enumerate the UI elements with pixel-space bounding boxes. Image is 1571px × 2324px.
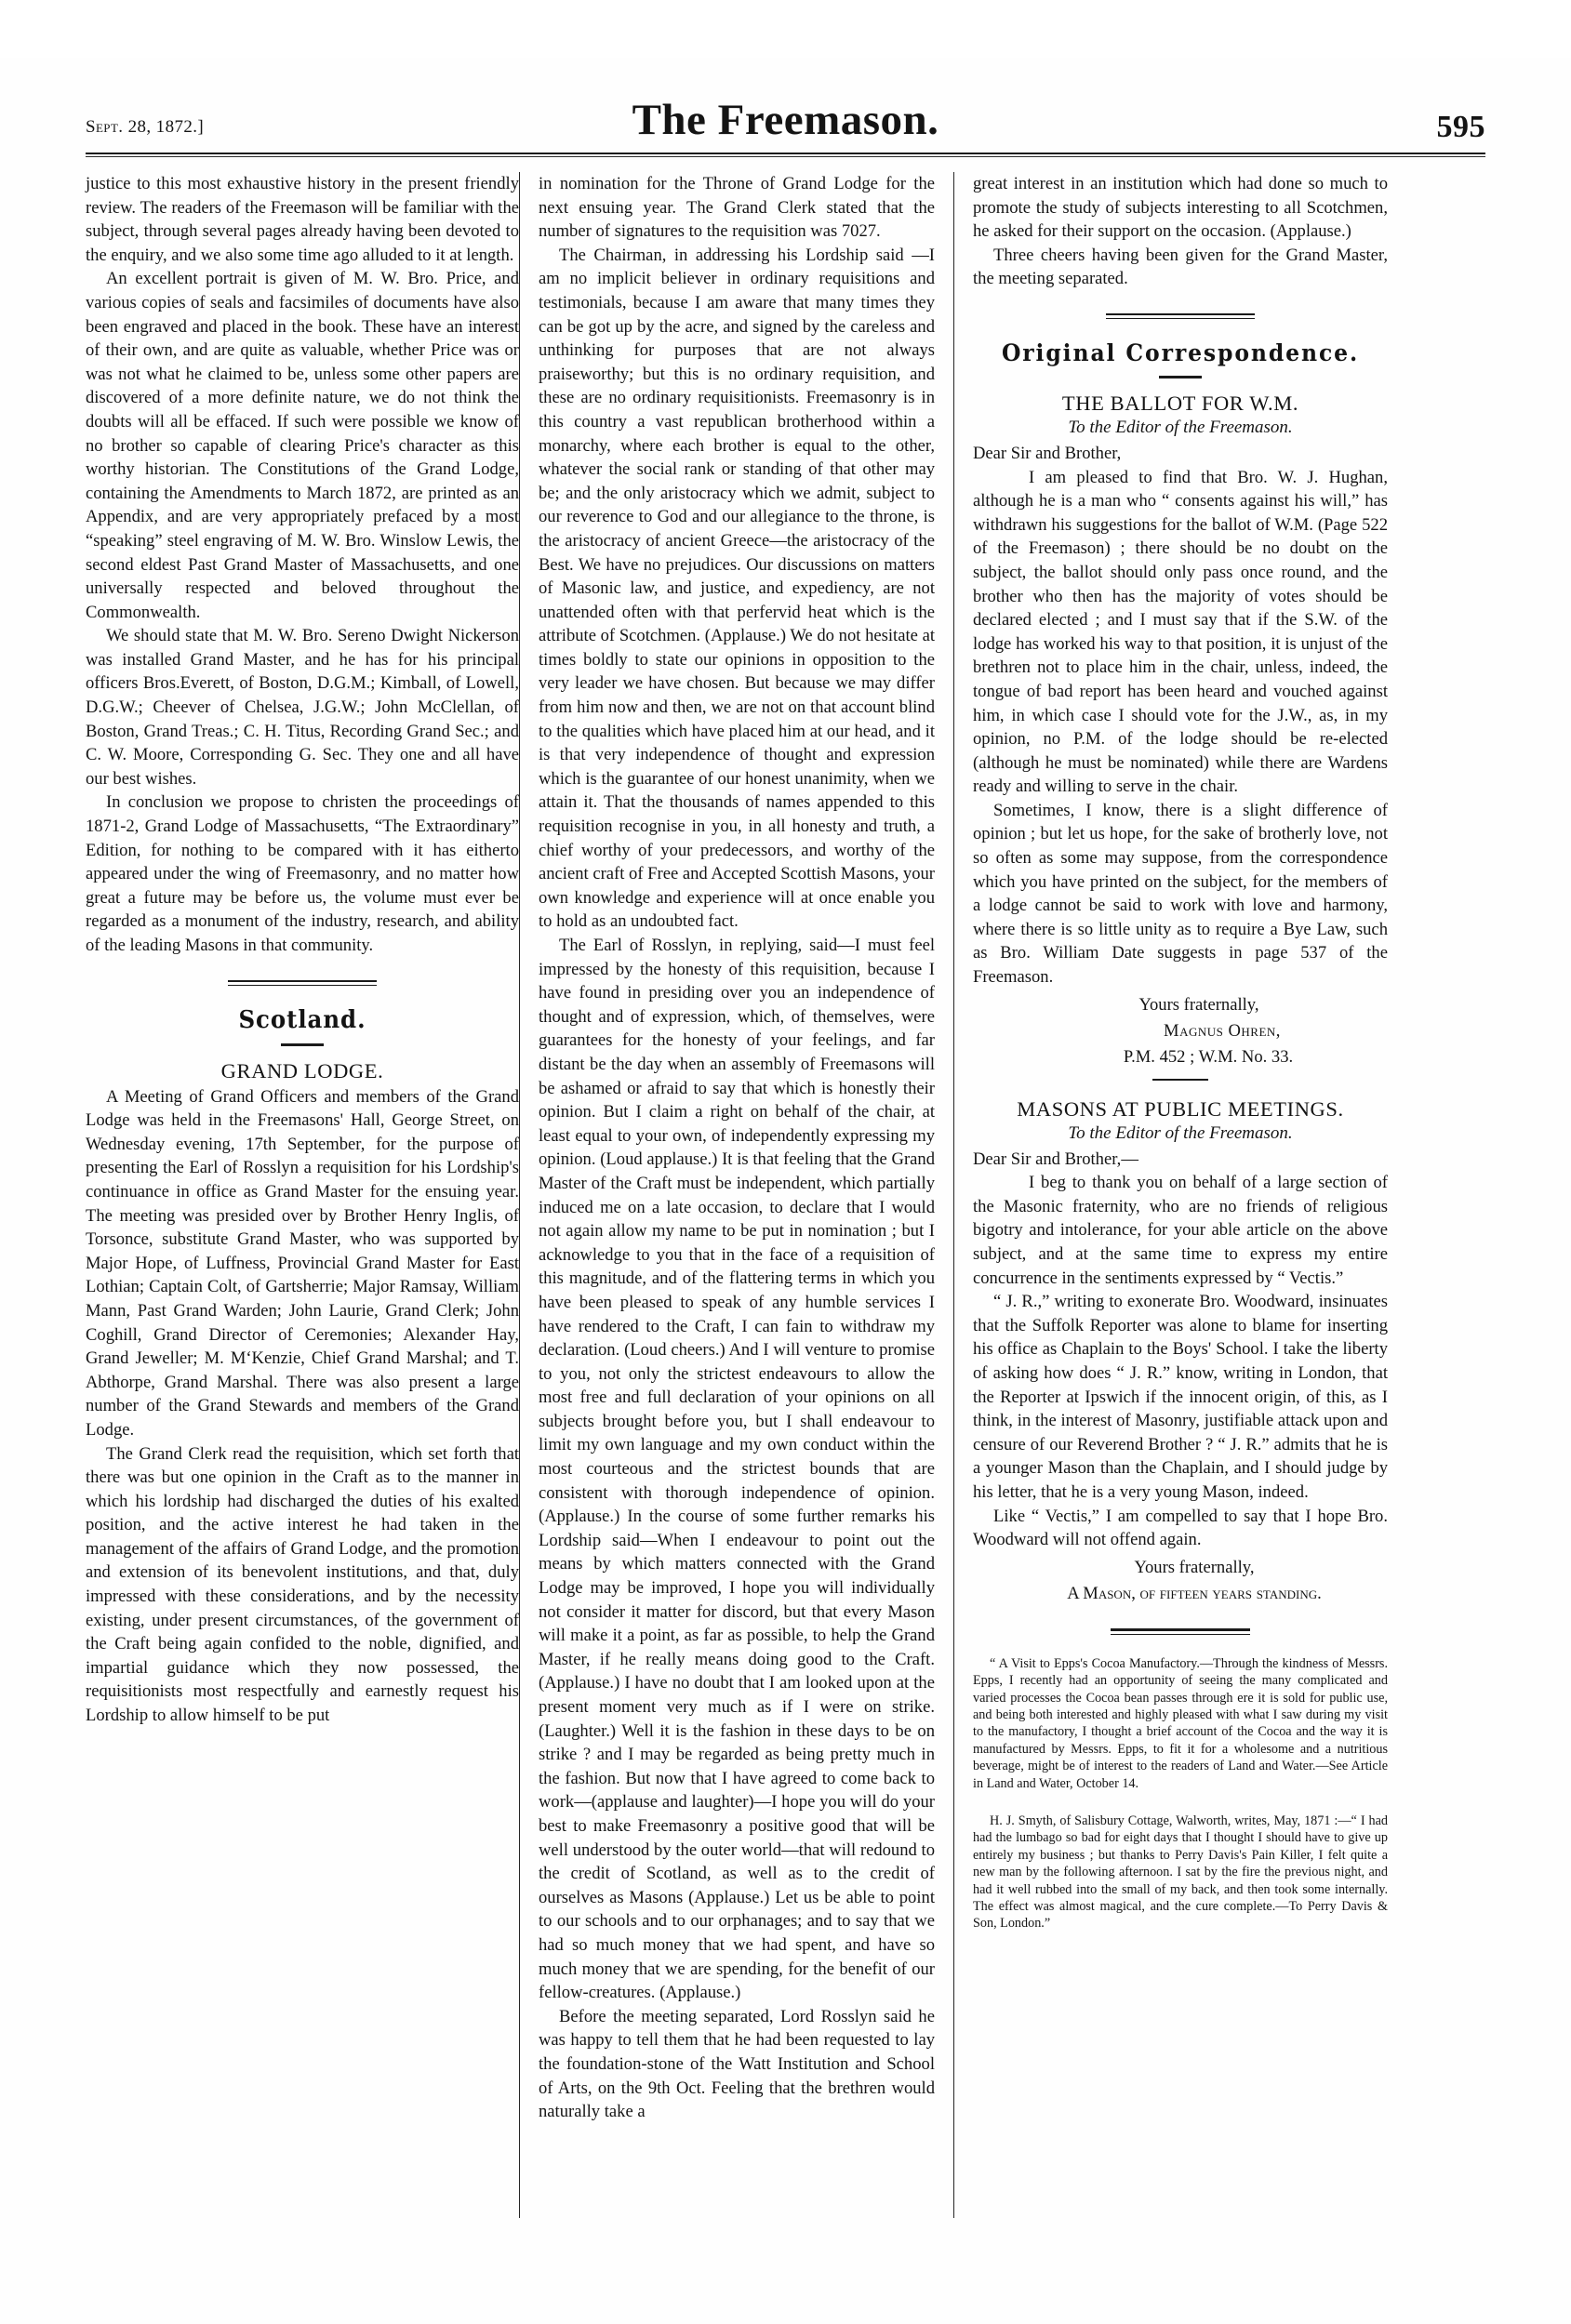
letter-addressee: To the Editor of the Freemason. [1068, 417, 1293, 437]
section-divider-rule [228, 980, 377, 986]
paragraph: “ J. R.,” writing to exonerate Bro. Woodward, insinuates that the Suffolk Reporter was alone to blame for inserting his office as Chaplain to the Boys' School. I take the liberty of asking how does “ J. R.” know, writing in London, that the Reporter at Ipswich if the innocent origin, of this, as I think, in the interest of Masonry, justifiable attack upon and censure of our Reverend Brother ? “ J. R.” admits that he is a younger Mason than the Chaplain, and I should judge by his letter, that he is a very young Mason, indeed. [973, 1292, 1388, 1502]
paragraph: I beg to thank you on behalf of a large section of the Masonic fraternity, who are no friends of religious bigotry and intolerance, for your able article on the above subject, and at the same time to express my entire concurrence in the sentiments expressed by “ Vectis.” [973, 1173, 1388, 1288]
section-divider-rule [1106, 313, 1255, 319]
paragraph: Three cheers having been given for the Grand Master, the meeting separated. [973, 245, 1388, 289]
paragraph: In conclusion we propose to christen the proceedings of 1871-2, Grand Lodge of Massachusetts, “The Extraordinary” Edition, for nothing to be compared with it has eitherto appeared under the wing of Freemasonry, and no matter how great a future may be before us, the volume must ever be regarded as a monument of the industry, research, and ability of the leading Masons in that community. [86, 792, 519, 955]
column-two [520, 172, 953, 2218]
masthead [86, 58, 1485, 147]
letter-signoff-line: Yours fraternally, [1138, 994, 1259, 1015]
letter-signature-name: Magnus Ohren, [1164, 1020, 1281, 1041]
paragraph: A Meeting of Grand Officers and members of the Grand Lodge was held in the Freemasons' Hall, George Street, on Wednesday evening, 17th September, for the purpose of presenting the Earl of Rosslyn a requisition for his Lordship's continuance in office as Grand Master for the ensuing year. The meeting was presided over by Brother Henry Inglis, of Torsonce, substitute Grand Master, who was supported by Major Hope, of Luffness, Provincial Grand Master for East Lothian; Captain Colt, of Gartsherrie; Major Ramsay, William Mann, Past Grand Warden; John Laurie, Grand Clerk; John Coghill, Grand Director of Ceremonies; Alexander Hay, Grand Jeweller; M. M‘Kenzie, Chief Grand Marshal; and T. Abthorpe, Grand Marshal. There was also present a large number of the Grand Stewards and members of the Grand Lodge. [86, 1086, 519, 1440]
letter-salutation: Dear Sir and Brother, [973, 443, 1122, 463]
paragraph: in nomination for the Throne of Grand Lodge for the next ensuing year. The Grand Clerk stated that the number of signatures to the requisition was 7027. [539, 174, 935, 242]
paragraph: Like “ Vectis,” I am compelled to say that I hope Bro. Woodward will not offend again. [973, 1506, 1388, 1550]
heading-underline-rule [281, 1043, 324, 1046]
letter-title-public-meetings: MASONS AT PUBLIC MEETINGS. [1017, 1096, 1344, 1121]
paragraph: Sometimes, I know, there is a slight difference of opinion ; but let us hope, for the sake of brotherly love, not so often as some may suppose, from the correspondence which you have printed on the subject, for the members of a lodge cannot be said to work with love and harmony, where there is so little unity as to require a Bye Law, such as Bro. William Date suggests in page 537 of the Freemason. [973, 800, 1388, 988]
paragraph: The Grand Clerk read the requisition, which set forth that there was but one opinion in the Craft as to the manner in which his lordship had discharged the duties of his exalted position, and the active interest he had taken in the management of the affairs of Grand Lodge, and the promotion and extension of its benevolent institutions, and that, duly impressed with these considerations, and by the necessity existing, under present circumstances, of the government of the Craft being again confided to the noble, dignified, and impartial guidance which they now possessed, the requisitionists most respectfully and earnestly request his Lordship to allow himself to be put [86, 1443, 519, 1726]
subheading-grand-lodge: GRAND LODGE. [220, 1058, 384, 1082]
paragraph: The Earl of Rosslyn, in replying, said—I must feel impressed by the honesty of this requisition, because I have found in presiding over you an independence of thought and of expression, which, of themselves, were guarantees for the honesty of your feelings, and far distant be the day when an assembly of Freemasons will be ashamed or afraid to say that which is honestly their opinion. But I claim a right on behalf of the chair, at least equal to your own, of independently expressing my opinion. (Loud applause.) It is that feeling that the Grand Master of the Craft must be independent, which partially induced me on a late occasion, to declare that I would not again allow my name to be put in nomination ; but I acknowledge to you that in the face of a requisition of this magnitude, and of the flattering terms in which you have been pleased to speak of any humble services I have rendered to the Craft, I can fain to withdraw my declaration. (Loud cheers.) And I will venture to promise to you, not only the strictest endeavours to allow the most free and full declaration of your opinions on all subjects brought before you, but I shall endeavour to limit my own language and my own conduct within the most courteous and the strictest bounds that are consistent with thorough independence of opinion. (Applause.) In the course of some further remarks his Lordship said—When I endeavour to point out the means by which matters connected with the Grand Lodge may be improved, I hope you will individually not consider it matter for discord, but that every Mason will make it a point, as far as possible, to help the Grand Master, if he really means doing good to the Craft. (Applause.) I have no doubt that I am looked upon at the present moment very much as if I were on strike. (Laughter.) Well it is the fashion in these days to be on strike ? and I may be regarded as being pretty much in the fashion. But now that I have agreed to come back to work—(applause and laughter)—I hope you will do your best to make Freemasonry a positive good that will be well understood by the outer world—that will redound to the credit of Scotland, as well as to the credit of ourselves as Masons (Applause.) Let us be able to point to our schools and to our orphanages; and to say that we had so much money that we had spent, and have so much money that we are spending, for the benefit of our fellow-creatures. (Applause.) [539, 936, 935, 2003]
column-three [954, 172, 1388, 2218]
letter-signature-rank: P.M. 452 ; W.M. No. 33. [1123, 1046, 1294, 1067]
paragraph: Before the meeting separated, Lord Rosslyn said he was happy to tell them that he had been requested to lay the foundation-stone of the Watt Institution and School of Arts, on the 9th Oct. Feeling that the brethren would naturally take a [539, 2006, 935, 2122]
page-number: 595 [1436, 110, 1485, 144]
paragraph: The Chairman, in addressing his Lordship said —I am no implicit believer in ordinary requisitions and testimonials, because I am aware that many times they can be got up by the acre, and signed by the careless and unthinking for purposes that are not always praiseworthy; but this is no ordinary requisition, and these are no ordinary requisitionists. Freemasonry is in this country a vast republican brotherhood within a monarchy, where each brother is equal to the other, whatever the social rank or standing of that other may be; and the only aristocracy which we admit, subject to our reverence to God and our allegiance to the throne, is the aristocracy of ancient Greece—the aristocracy of the Best. We have no prejudices. Our discussions on matters of Masonic law, and justice, and expediency, are not unattended often with that perfervid heat which is the attribute of Scotchmen. (Applause.) We do not hesitate at times boldly to state our opinions in opposition to the very leader we have chosen. But because we may differ from him now and then, we are not on that account blind to the qualities which have placed him at our head, and it is that very independence of thought and expression which is the guarantee of our honest unanimity, when we attain it. That the thousands of names appended to this requisition recognise in you, in all honesty and truth, a chief worthy of your predecessors, and worthy of the ancient craft of Free and Accepted Scottish Masons, your own knowledge and experience will at once enable you to hold as an undoubted fact. [539, 245, 935, 932]
heading-underline-rule [1159, 376, 1202, 378]
paragraph: An excellent portrait is given of M. W. Bro. Price, and various copies of seals and facsimiles of documents have also been engraved and placed in the book. These have an interest of their own, and are quite as valuable, whether Price was or was not what he claimed to be, unless some other papers are discovered of a more definite nature, we do not think the doubts will all be effaced. If such were possible we know of no brother so capable of clearing Price's character as this worthy historian. The Constitutions of the Grand Lodge, containing the Amendments to March 1872, are printed as an Appendix, and are very appropriately prefaced by a most “speaking” steel engraving of M. W. Bro. Winslow Lewis, the second eldest Past Grand Master of Massachusetts, and one universally respected and beloved throughout the Commonwealth. [86, 269, 519, 622]
masthead-rule [86, 153, 1485, 157]
paragraph: great interest in an institution which had done so much to promote the study of subjects interesting to all Scotchmen, he asked for their support on the occasion. (Applause.) [973, 174, 1388, 242]
letter-salutation: Dear Sir and Brother,— [973, 1149, 1138, 1169]
letter-divider-rule [1152, 1079, 1208, 1081]
section-heading-original-correspondence: Original Correspondence. [1001, 339, 1360, 366]
column-one [86, 172, 519, 2218]
issue-date: Sept. 28, 1872.] [86, 117, 205, 137]
letter-signature-name: A Mason, of fifteen years standing. [1067, 1583, 1322, 1603]
letter-addressee: To the Editor of the Freemason. [1068, 1122, 1293, 1143]
paragraph: I am pleased to find that Bro. W. J. Hughan, although he is a man who “ consents against his will,” has withdrawn his suggestions for the ballot of W.M. (Page 522 of the Freemason) ; there should be no doubt on the subject, the ballot should only pass once round, and the brother who then has the majority of votes should be declared elected ; and I must say that if the S.W. of the lodge has worked his way to that position, it is unjust of the brethren not to place him in the chair, unless, indeed, the tongue of bad report has been heard and vouched against him, in which case I should vote for the J.W., as, in my opinion, no P.M. of the lodge should be re-elected (although he must be nominated) while there are Wardens ready and willing to serve in the chair. [973, 467, 1388, 797]
section-heading-scotland: Scotland. [238, 1005, 366, 1034]
advertisement-epps-cocoa: “ A Visit to Epps's Cocoa Manufactory.—Through the kindness of Messrs. Epps, I recently had an opportunity of seeing the many complicated and varied processes the Cocoa bean passes through ere it is sold for public use, and being both interested and highly pleased with what I saw during my visit to the manufactory, I thought a brief account of the Cocoa and the way it is manufactured by Messrs. Epps, to fit it for a wholesome and a nutritious beverage, might be of interest to the readers of Land and Water.—See Article in Land and Water, October 14. [973, 1655, 1388, 1791]
publication-title: The Freemason. [632, 96, 939, 144]
letter-signoff-line: Yours fraternally, [1134, 1557, 1255, 1577]
paragraph: We should state that M. W. Bro. Sereno Dwight Nickerson was installed Grand Master, and he has for his principal officers Bros.Everett, of Boston, D.G.M.; Kimball, of Lowell, D.G.W.; Cheever of Chelsea, J.G.W.; John McClellan, of Boston, Grand Treas.; C. H. Titus, Recording Grand Sec.; and C. W. Moore, Corresponding G. Sec. They one and all have our best wishes. [86, 626, 519, 789]
paragraph: justice to this most exhaustive history in the present friendly review. The readers of the Freemason will be familiar with the subject, through several pages already having been devoted to the enquiry, and we also some time ago alluded to it at length. [86, 174, 519, 265]
advertisement-pain-killer: H. J. Smyth, of Salisbury Cottage, Walworth, writes, May, 1871 :—“ I had had the lumbago so bad for eight days that I thought I should have to give up entirely my business ; but thanks to Perry Davis's Pain Killer, I felt quite a new man by the following afternoon. I sat by the fire the previous night, and had it well rubbed into the small of my back, and then took some internally. The effect was almost magical, and the cure complete.—To Perry Davis & Son, London.” [973, 1813, 1388, 1932]
letter-title-ballot: THE BALLOT FOR W.M. [1061, 391, 1299, 415]
column-grid [86, 172, 1485, 2218]
newspaper-page [0, 58, 1571, 2324]
advertisement-divider-rule [1111, 1628, 1250, 1635]
